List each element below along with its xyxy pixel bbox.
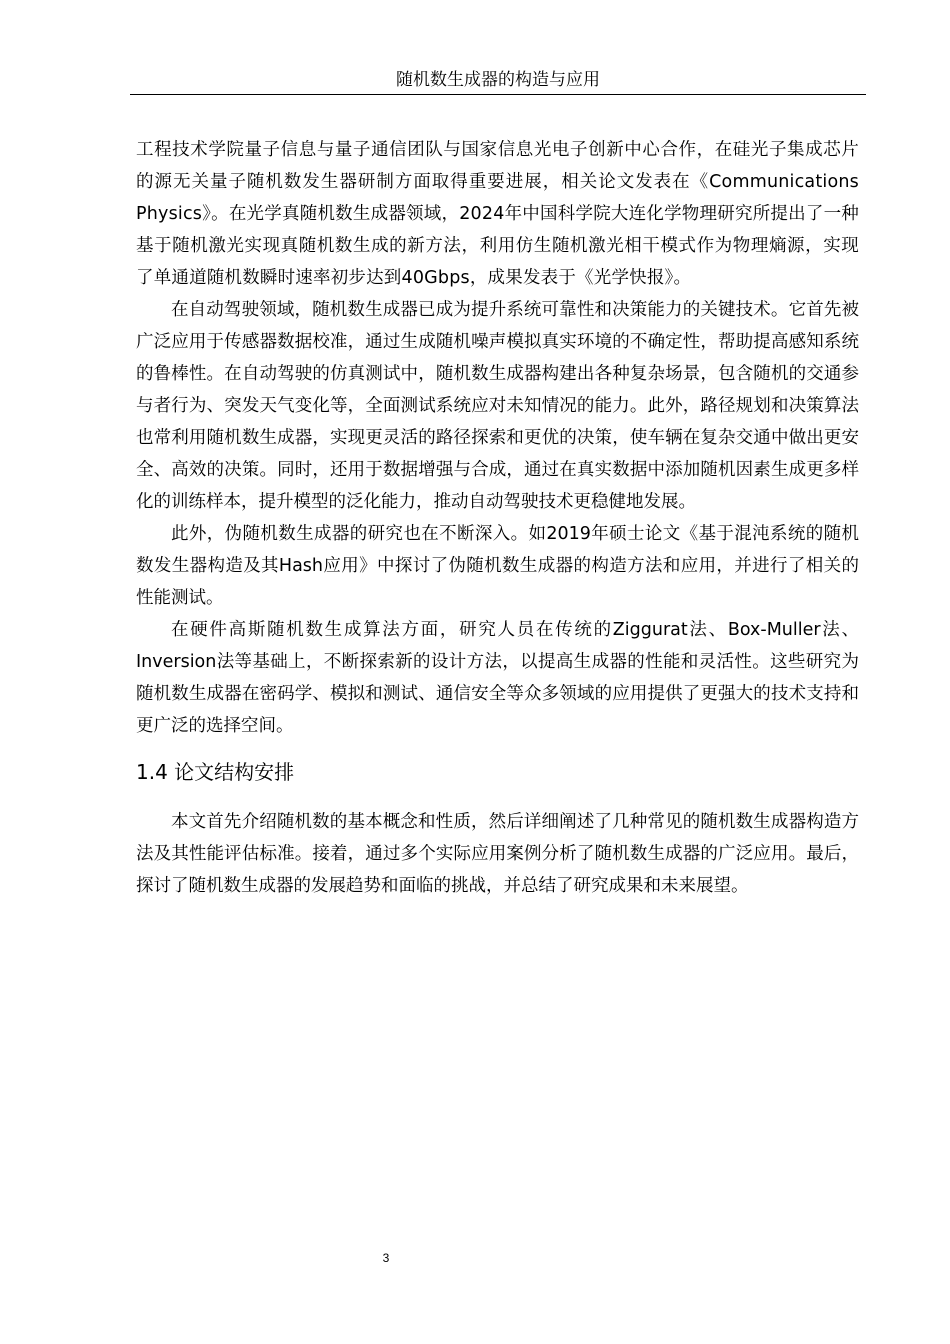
- paragraph-autonomous-driving: 在自动驾驶领域，随机数生成器已成为提升系统可靠性和决策能力的关键技术。它首先被广泛应用于传感器数据校准，通过生成随机噪声模拟真实环境的不确定性，帮助提高感知系统的鲁棒性。在自动驾驶的仿真测试中，随机数生成器构建出各种复杂场景，包含随机的交通参与者行为、突发天气变化等，全面测试系统应对未知情况的能力。此外，路径规划和决策算法也常利用随机数生成器，实现更灵活的路径探索和更优的决策，使车辆在复杂交通中做出更安全、高效的决策。同时，还用于数据增强与合成，通过在真实数据中添加随机因素生成更多样化的训练样本，提升模型的泛化能力，推动自动驾驶技术更稳健地发展。: [136, 300, 859, 512]
- page-number: 3: [382, 1251, 390, 1265]
- header-rule: [130, 94, 866, 95]
- paragraph-pseudo-random: 此外，伪随机数生成器的研究也在不断深入。如2019年硕士论文《基于混沌系统的随机数发生器构造及其Hash应用》中探讨了伪随机数生成器的构造方法和应用，并进行了相关的性能测试。: [136, 524, 859, 608]
- section-heading: 1.4 论文结构安排: [136, 760, 295, 784]
- running-header: 随机数生成器的构造与应用: [396, 70, 600, 90]
- body-text: [136, 134, 859, 902]
- paragraph-continued: 工程技术学院量子信息与量子通信团队与国家信息光电子创新中心合作，在硅光子集成芯片的源无关量子随机数发生器研制方面取得重要进展，相关论文发表在《Communications Physics》。在光学真随机数生成器领域，2024年中国科学院大连化学物理研究所提出了一种基于随机激光实现真随机数生成的新方法，利用仿生随机激光相干模式作为物理熵源，实现了单通道随机数瞬时速率初步达到40Gbps，成果发表于《光学快报》。: [136, 140, 859, 288]
- paragraph-gaussian-hardware: 在硬件高斯随机数生成算法方面，研究人员在传统的Ziggurat法、Box-Muller法、Inversion法等基础上，不断探索新的设计方法，以提高生成器的性能和灵活性。这些研究为随机数生成器在密码学、模拟和测试、通信安全等众多领域的应用提供了更强大的技术支持和更广泛的选择空间。: [136, 620, 859, 736]
- paragraph-thesis-structure: 本文首先介绍随机数的基本概念和性质，然后详细阐述了几种常见的随机数生成器构造方法及其性能评估标准。接着，通过多个实际应用案例分析了随机数生成器的广泛应用。最后，探讨了随机数生成器的发展趋势和面临的挑战，并总结了研究成果和未来展望。: [136, 812, 859, 896]
